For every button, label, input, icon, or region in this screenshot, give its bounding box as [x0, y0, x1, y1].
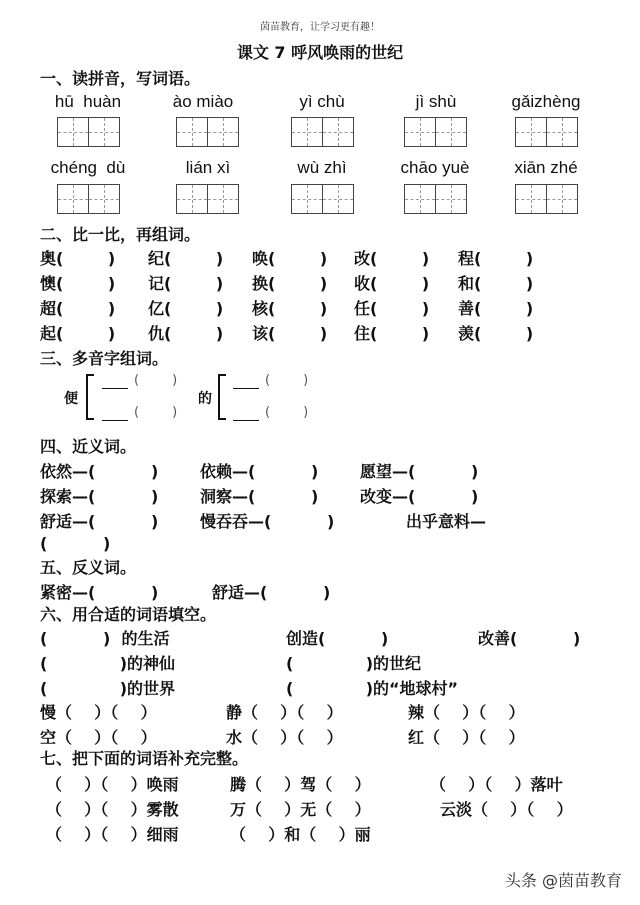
- compare-item: 程( ): [458, 249, 534, 268]
- writing-grid[interactable]: [404, 184, 465, 214]
- compare-item: 仇( ): [148, 324, 224, 343]
- polyphone-char: 的: [198, 391, 212, 407]
- writing-grid[interactable]: [176, 184, 237, 214]
- compare-item: 任( ): [354, 299, 430, 318]
- compare-item: 纪( ): [148, 249, 224, 268]
- complete-item: 万（ ）无（ ）: [230, 800, 371, 819]
- section-7-heading: 七、把下面的词语补充完整。: [40, 749, 249, 768]
- writing-grid[interactable]: [291, 117, 352, 147]
- pinyin-2-3: wù zhì: [297, 158, 347, 177]
- fill-item: 水（ ）（ ）: [226, 728, 343, 747]
- pinyin-1-3: yì chù: [299, 92, 345, 111]
- fill-item: ( ) 的生活: [40, 629, 170, 648]
- fill-item: ( )的神仙: [40, 654, 176, 673]
- answer-paren: ( ): [134, 373, 178, 388]
- pinyin-2-4: chāo yuè: [400, 158, 470, 177]
- writing-grid[interactable]: [176, 117, 237, 147]
- synonym-item: 依然—( ): [40, 462, 159, 481]
- polyphone-char: 便: [64, 391, 78, 407]
- fill-item: 慢（ ）（ ）: [40, 703, 157, 722]
- synonym-item: 愿望—( ): [360, 462, 479, 481]
- complete-item: （ ）（ ）唤雨: [46, 775, 179, 794]
- antonym-item: 舒适—( ): [212, 583, 331, 602]
- compare-item: 收( ): [354, 274, 430, 293]
- section-4-heading: 四、近义词。: [40, 437, 137, 456]
- complete-item: （ ）（ ）细雨: [46, 825, 179, 844]
- section-6-heading: 六、用合适的词语填空。: [40, 605, 217, 624]
- antonym-item: 紧密—( ): [40, 583, 159, 602]
- header-note: 茵苗教育，让学习更有趣！: [260, 22, 380, 33]
- synonym-item: 舒适—( ): [40, 512, 159, 531]
- synonym-item: 洞察—( ): [200, 487, 319, 506]
- fill-item: 辣（ ）（ ）: [408, 703, 525, 722]
- writing-grid[interactable]: [291, 184, 352, 214]
- fill-item: 红（ ）（ ）: [408, 728, 525, 747]
- compare-item: 超( ): [40, 299, 116, 318]
- answer-line: [102, 388, 128, 389]
- complete-item: （ ）和（ ）丽: [230, 825, 371, 844]
- fill-item: ( )的世纪: [286, 654, 422, 673]
- compare-item: 亿( ): [148, 299, 224, 318]
- pinyin-2-2: lián xì: [185, 158, 231, 177]
- compare-item: 起( ): [40, 324, 116, 343]
- fill-item: 创造( ): [286, 629, 389, 648]
- section-2-heading: 二、比一比，再组词。: [40, 225, 201, 244]
- compare-item: 核( ): [252, 299, 328, 318]
- section-5-heading: 五、反义词。: [40, 558, 137, 577]
- pinyin-1-1: hū huàn: [54, 92, 122, 111]
- pinyin-1-5: gǎizhèng: [511, 92, 581, 111]
- answer-paren: ( ): [265, 373, 309, 388]
- section-1-heading: 一、读拼音，写词语。: [40, 69, 201, 88]
- compare-item: 该( ): [252, 324, 328, 343]
- fill-item: ( )的“地球村”: [286, 679, 459, 698]
- fill-item: ( )的世界: [40, 679, 176, 698]
- brace-icon: [86, 374, 94, 420]
- synonym-item: 探索—( ): [40, 487, 159, 506]
- fill-item: 空（ ）（ ）: [40, 728, 157, 747]
- compare-item: 和( ): [458, 274, 534, 293]
- complete-item: （ ）（ ）雾散: [46, 800, 179, 819]
- section-3-heading: 三、多音字组词。: [40, 349, 169, 368]
- writing-grid[interactable]: [57, 184, 118, 214]
- compare-item: 善( ): [458, 299, 534, 318]
- synonym-item: 慢吞吞—( ): [200, 512, 335, 531]
- pinyin-2-1: chéng dù: [50, 158, 126, 177]
- writing-grid[interactable]: [515, 117, 576, 147]
- compare-item: 改( ): [354, 249, 430, 268]
- complete-item: （ ）（ ）落叶: [430, 775, 563, 794]
- compare-item: 奥( ): [40, 249, 116, 268]
- compare-item: 住( ): [354, 324, 430, 343]
- writing-grid[interactable]: [404, 117, 465, 147]
- complete-item: 腾（ ）驾（ ）: [230, 775, 371, 794]
- answer-line: [233, 420, 259, 421]
- writing-grid[interactable]: [515, 184, 576, 214]
- page-title: 课文 7 呼风唤雨的世纪: [236, 43, 404, 62]
- writing-grid[interactable]: [57, 117, 118, 147]
- synonym-item: 依赖—( ): [200, 462, 319, 481]
- compare-item: 换( ): [252, 274, 328, 293]
- pinyin-1-4: jì shù: [415, 92, 457, 111]
- synonym-item: 改变—( ): [360, 487, 479, 506]
- complete-item: 云淡（ ）（ ）: [440, 800, 573, 819]
- pinyin-2-5: xiān zhé: [514, 158, 578, 177]
- compare-item: 记( ): [148, 274, 224, 293]
- answer-line: [102, 420, 128, 421]
- fill-item: 静（ ）（ ）: [226, 703, 343, 722]
- fill-item: 改善( ): [478, 629, 581, 648]
- compare-item: 懊( ): [40, 274, 116, 293]
- synonym-item: 出乎意料—: [406, 512, 487, 531]
- compare-item: 唤( ): [252, 249, 328, 268]
- compare-item: 羡( ): [458, 324, 534, 343]
- answer-line: [233, 388, 259, 389]
- answer-paren: ( ): [134, 405, 178, 420]
- answer-paren: ( ): [265, 405, 309, 420]
- brace-icon: [218, 374, 226, 420]
- pinyin-1-2: ào miào: [172, 92, 234, 111]
- watermark: 头条 @茵苗教育: [504, 871, 622, 890]
- synonym-item: ( ): [40, 534, 111, 553]
